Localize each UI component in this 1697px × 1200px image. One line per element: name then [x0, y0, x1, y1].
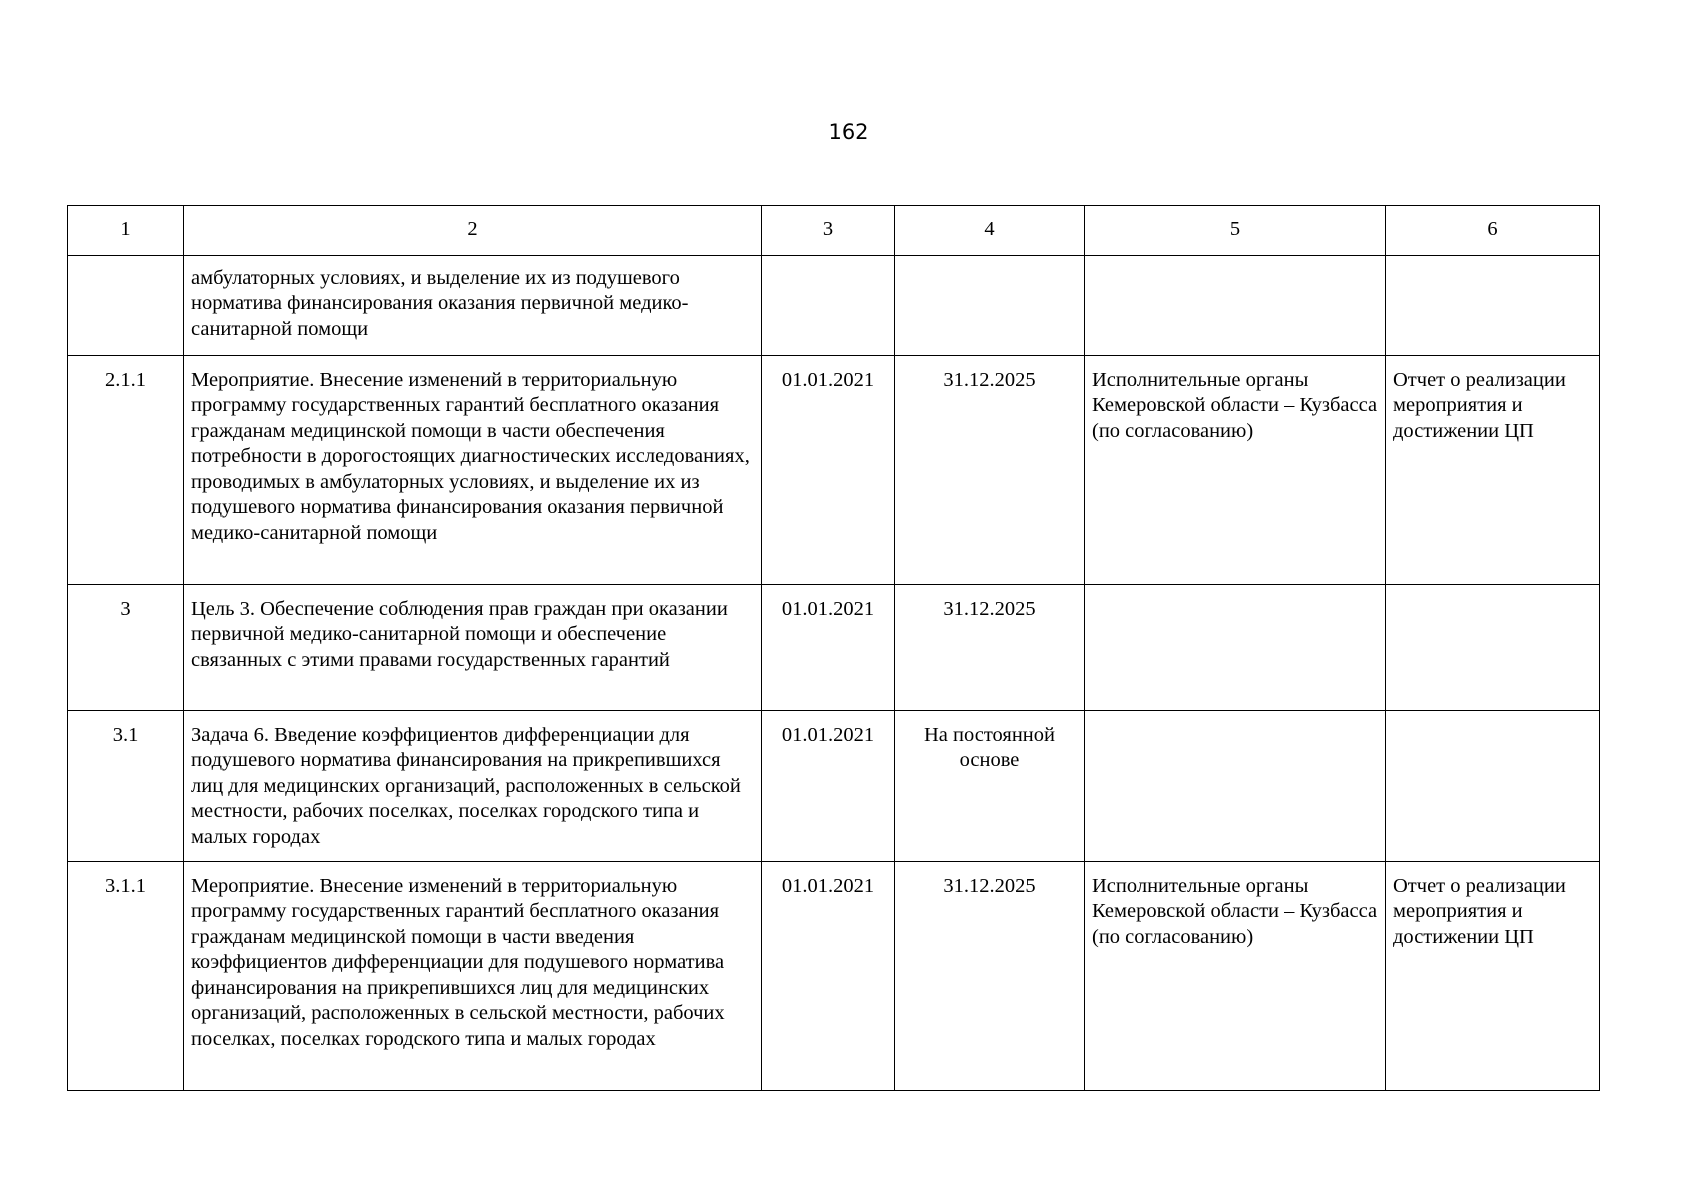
- row-description: Мероприятие. Внесение изменений в территориальную программу государственных гарантий бесплатного оказания гражданам медицинской помощи в части обеспечения потребности в дорогостоящих диагностических исследованиях, проводимых в амбулаторных условиях, и выделение их из подушевого норматива финансирования оказания первичной медико-санитарной помощи: [184, 355, 762, 584]
- column-header: 5: [1085, 206, 1386, 256]
- row-result: Отчет о реализации мероприятия и достижении ЦП: [1386, 355, 1600, 584]
- row-description: Мероприятие. Внесение изменений в территориальную программу государственных гарантий бесплатного оказания гражданам медицинской помощи в части введения коэффициентов дифференциации для подушевого норматива финансирования на прикрепившихся лиц для медицинских организаций, расположенных в сельской местности, рабочих поселках, поселках городского типа и малых городах: [184, 861, 762, 1090]
- page-number: 162: [828, 120, 869, 144]
- table-row: [68, 355, 1600, 584]
- table-row: [68, 861, 1600, 1090]
- row-number: [68, 255, 184, 355]
- row-description: Задача 6. Введение коэффициентов дифференциации для подушевого норматива финансирования на прикрепившихся лиц для медицинских организаций, расположенных в сельской местности, рабочих поселках, поселках городского типа и малых городах: [184, 710, 762, 861]
- column-header: 6: [1386, 206, 1600, 256]
- row-end-date: 31.12.2025: [895, 355, 1085, 584]
- table-row: [68, 710, 1600, 861]
- table-header-row: [68, 206, 1600, 256]
- column-header: 4: [895, 206, 1085, 256]
- row-start-date: [762, 255, 895, 355]
- column-header: 3: [762, 206, 895, 256]
- row-end-date: [895, 255, 1085, 355]
- row-number: 2.1.1: [68, 355, 184, 584]
- row-executor: [1085, 710, 1386, 861]
- row-end-date: На постоянной основе: [895, 710, 1085, 861]
- row-number: 3: [68, 584, 184, 710]
- row-end-date: 31.12.2025: [895, 861, 1085, 1090]
- row-start-date: 01.01.2021: [762, 355, 895, 584]
- row-start-date: 01.01.2021: [762, 584, 895, 710]
- row-executor: [1085, 584, 1386, 710]
- action-plan-table: [67, 205, 1600, 1091]
- row-result: Отчет о реализации мероприятия и достижении ЦП: [1386, 861, 1600, 1090]
- row-result: [1386, 710, 1600, 861]
- row-number: 3.1.1: [68, 861, 184, 1090]
- row-result: [1386, 255, 1600, 355]
- row-end-date: 31.12.2025: [895, 584, 1085, 710]
- row-start-date: 01.01.2021: [762, 710, 895, 861]
- table-row: [68, 255, 1600, 355]
- table-row: [68, 584, 1600, 710]
- row-executor: Исполнительные органы Кемеровской области – Кузбасса (по согласованию): [1085, 861, 1386, 1090]
- column-header: 2: [184, 206, 762, 256]
- column-header: 1: [68, 206, 184, 256]
- row-description: амбулаторных условиях, и выделение их из подушевого норматива финансирования оказания первичной медико-санитарной помощи: [184, 255, 762, 355]
- row-executor: Исполнительные органы Кемеровской области – Кузбасса (по согласованию): [1085, 355, 1386, 584]
- row-number: 3.1: [68, 710, 184, 861]
- row-start-date: 01.01.2021: [762, 861, 895, 1090]
- row-result: [1386, 584, 1600, 710]
- row-executor: [1085, 255, 1386, 355]
- row-description: Цель 3. Обеспечение соблюдения прав граждан при оказании первичной медико-санитарной помощи и обеспечение связанных с этими правами государственных гарантий: [184, 584, 762, 710]
